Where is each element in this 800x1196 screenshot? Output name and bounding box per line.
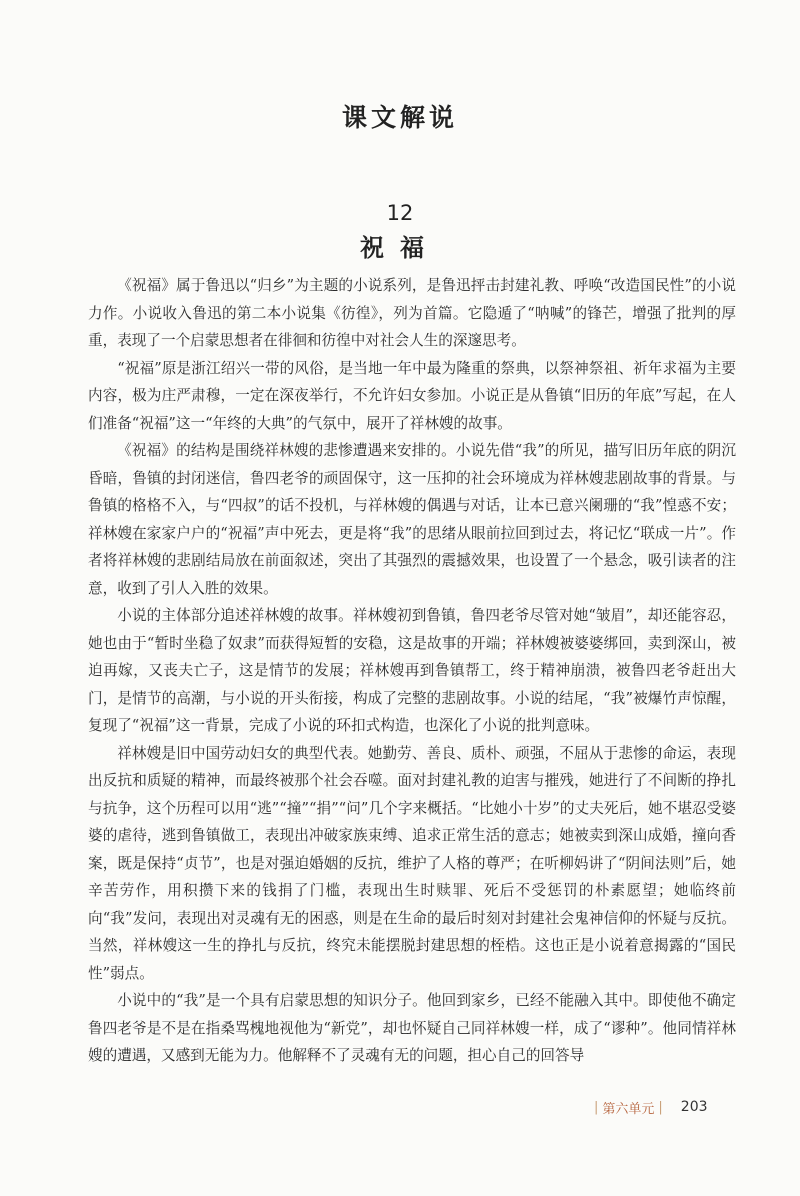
paragraph-3: 《祝福》的结构是围绕祥林嫂的悲惨遭遇来安排的。小说先借“我”的所见，描写旧历年底的阴沉昏暗，鲁镇的封闭迷信，鲁四老爷的顽固保守，这一压抑的社会环境成为祥林嫂悲剧故事的背景。与鲁镇的格格不入，与“四叔”的话不投机，与祥林嫂的偶遇与对话，让本已意兴阑珊的“我”惶惑不安；祥林嫂在家家户户的“祝福”声中死去，更是将“我”的思绪从眼前拉回到过去，将记忆“联成一片”。作者将祥林嫂的悲剧结局放在前面叙述，突出了其强烈的震撼效果，也设置了一个悬念，吸引读者的注意，收到了引人入胜的效果。 — [88, 442, 736, 597]
paragraph-2: “祝福”原是浙江绍兴一带的风俗，是当地一年中最为隆重的祭典，以祭神祭祖、祈年求福为主要内容，极为庄严肃穆，一定在深夜举行，不允许妇女参加。小说正是从鲁镇“旧历的年底”写起，在人们准备“祝福”这一“年终的大典”的气氛中，展开了祥林嫂的故事。 — [88, 359, 736, 432]
article-body — [88, 272, 736, 1070]
paragraph-1: 《祝福》属于鲁迅以“归乡”为主题的小说系列，是鲁迅抨击封建礼教、呼唤“改造国民性”的小说力作。小说收入鲁迅的第二本小说集《彷徨》，列为首篇。它隐遁了“呐喊”的锋芒，增强了批判的厚重，表现了一个启蒙思想者在徘徊和彷徨中对社会人生的深邃思考。 — [88, 277, 736, 349]
lesson-number: 12 — [386, 201, 414, 225]
lesson-title: 祝福 — [360, 233, 440, 262]
page-footer — [590, 1096, 730, 1118]
footer-separator-right: | — [658, 1099, 663, 1115]
footer-separator-left: | — [594, 1099, 599, 1115]
unit-label: 第六单元 — [602, 1101, 655, 1117]
paragraph-6: 小说中的“我”是一个具有启蒙思想的知识分子。他回到家乡，已经不能融入其中。即使他不确定鲁四老爷是不是在指桑骂槐地视他为“新党”，却也怀疑自己同祥林嫂一样，成了“谬种”。他同情祥林嫂的遭遇，又感到无能为力。他解释不了灵魂有无的问题，担心自己的回答导 — [88, 992, 736, 1064]
paragraph-4: 小说的主体部分追述祥林嫂的故事。祥林嫂初到鲁镇，鲁四老爷尽管对她“皱眉”，却还能容忍，她也由于“暂时坐稳了奴隶”而获得短暂的安稳，这是故事的开端；祥林嫂被婆婆绑回，卖到深山，被迫再嫁，又丧夫亡子，这是情节的发展；祥林嫂再到鲁镇帮工，终于精神崩溃，被鲁四老爷赶出大门，是情节的高潮，与小说的开头衔接，构成了完整的悲剧故事。小说的结尾，“我”被爆竹声惊醒，复现了“祝福”这一背景，完成了小说的环扣式构造，也深化了小说的批判意味。 — [88, 607, 736, 734]
section-title: 课文解说 — [341, 103, 458, 132]
paragraph-5: 祥林嫂是旧中国劳动妇女的典型代表。她勤劳、善良、质朴、顽强，不屈从于悲惨的命运，表现出反抗和质疑的精神，而最终被那个社会吞噬。面对封建礼教的迫害与摧残，她进行了不间断的挣扎与抗争，这个历程可以用“逃”“撞”“捐”“问”几个字来概括。“比她小十岁”的丈夫死后，她不堪忍受婆婆的虐待，逃到鲁镇做工，表现出冲破家族束缚、追求正常生活的意志；她被卖到深山成婚，撞向香案，既是保持“贞节”，也是对强迫婚姻的反抗，维护了人格的尊严；在听柳妈讲了“阴间法则”后，她辛苦劳作，用积攒下来的钱捐了门槛，表现出生时赎罪、死后不受惩罚的朴素愿望；她临终前向“我”发问，表现出对灵魂有无的困惑，则是在生命的最后时刻对封建社会鬼神信仰的怀疑与反抗。当然，祥林嫂这一生的挣扎与反抗，终究未能摆脱封建思想的桎梏。这也正是小说着意揭露的“国民性”弱点。 — [88, 744, 736, 982]
page-number: 203 — [680, 1099, 708, 1115]
